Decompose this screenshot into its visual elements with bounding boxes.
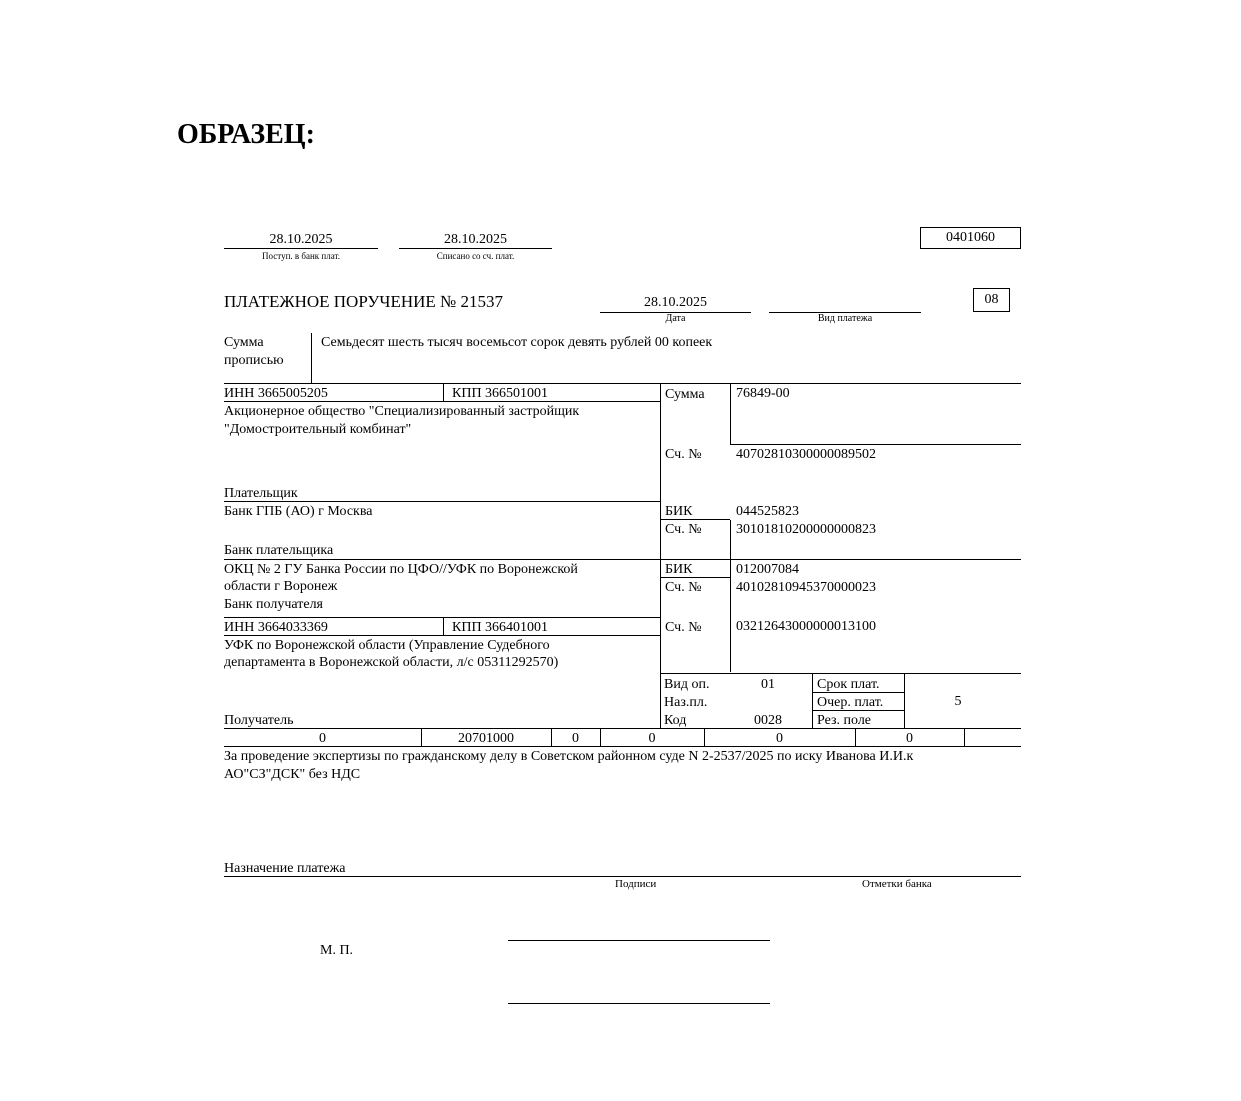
recipient-name-2: департамента в Воронежской области, л/с 05311292570) bbox=[224, 655, 559, 670]
payer-bank-account-label: Сч. № bbox=[665, 522, 702, 537]
payment-type-label: Вид платежа bbox=[817, 313, 873, 324]
grid-line bbox=[224, 728, 1021, 729]
recipient-account: 03212643000000013100 bbox=[736, 619, 876, 634]
debited-date: 28.10.2025 bbox=[444, 232, 507, 247]
grid-line bbox=[224, 876, 1021, 877]
order-title: ПЛАТЕЖНОЕ ПОРУЧЕНИЕ № 21537 bbox=[224, 292, 503, 311]
sum-label: Сумма bbox=[665, 387, 705, 402]
amount-words-divider bbox=[311, 333, 312, 383]
tax-field: 0 bbox=[776, 731, 783, 746]
received-date: 28.10.2025 bbox=[269, 232, 333, 247]
grid-line bbox=[443, 617, 444, 635]
amount-in-words: Семьдесят шесть тысяч восемьсот сорок девять рублей 00 копеек bbox=[321, 335, 713, 350]
signature-line bbox=[508, 1003, 770, 1004]
payer-name-2: "Домостроительный комбинат" bbox=[224, 422, 412, 437]
term-label: Срок плат. bbox=[817, 677, 880, 692]
payer-name: Акционерное общество "Специализированный застройщик bbox=[224, 404, 580, 419]
payment-purpose: За проведение экспертизы по гражданскому делу в Советском районном суде N 2-2537/2025 по иску Иванова И.И.к bbox=[224, 749, 914, 764]
recipient-kpp: КПП 366401001 bbox=[452, 620, 549, 635]
received-date-label: Поступ. в банк плат. bbox=[262, 251, 340, 261]
tax-field: 0 bbox=[319, 731, 326, 746]
tax-field: 0 bbox=[648, 731, 656, 746]
recipient-bank-bik-label: БИК bbox=[665, 562, 693, 577]
recipient-name: УФК по Воронежской области (Управление Судебного bbox=[224, 638, 550, 653]
priority-label: Очер. плат. bbox=[817, 695, 884, 710]
purpose-code-label: Наз.пл. bbox=[664, 695, 708, 710]
bank-marks-label: Отметки банка bbox=[862, 878, 932, 890]
grid-line bbox=[730, 520, 731, 672]
payer-status-code: 08 bbox=[973, 288, 1010, 312]
payer-label: Плательщик bbox=[224, 486, 298, 501]
priority-value: 5 bbox=[954, 694, 962, 709]
recipient-bank-name: ОКЦ № 2 ГУ Банка России по ЦФО//УФК по Воронежской bbox=[224, 562, 578, 577]
debited-date-line bbox=[399, 248, 552, 249]
recipient-bank-account-label: Сч. № bbox=[665, 580, 702, 595]
signatures-label: Подписи bbox=[615, 878, 657, 890]
payer-account-label: Сч. № bbox=[665, 447, 702, 462]
op-type-label: Вид оп. bbox=[664, 677, 710, 692]
payer-bank-account: 30101810200000000823 bbox=[736, 522, 876, 537]
grid-line bbox=[730, 444, 1021, 445]
recipient-account-label: Сч. № bbox=[665, 620, 702, 635]
tax-field: 0 bbox=[572, 731, 579, 746]
order-date: 28.10.2025 bbox=[644, 295, 707, 310]
payment-purpose-label: Назначение платежа bbox=[224, 861, 346, 876]
grid-line bbox=[812, 673, 813, 728]
grid-line bbox=[224, 617, 660, 618]
code-value: 0028 bbox=[754, 713, 782, 728]
amount-words-label: Сумма bbox=[224, 335, 264, 350]
grid-line bbox=[443, 383, 444, 401]
sum-value: 76849-00 bbox=[736, 386, 790, 401]
recipient-bank-bik: 012007084 bbox=[736, 562, 799, 577]
op-type: 01 bbox=[761, 677, 775, 692]
grid-line bbox=[730, 383, 731, 445]
payer-account: 40702810300000089502 bbox=[736, 447, 876, 462]
payer-bank-bik: 044525823 bbox=[736, 504, 799, 519]
recipient-bank-name-2: области г Воронеж bbox=[224, 579, 338, 594]
recipient-bank-account: 40102810945370000023 bbox=[736, 580, 876, 595]
payer-bank-label: Банк плательщика bbox=[224, 543, 334, 558]
grid-line bbox=[224, 559, 1021, 560]
recipient-inn: ИНН 3664033369 bbox=[224, 620, 328, 635]
form-code: 0401060 bbox=[920, 227, 1021, 249]
payer-bank-bik-label: БИК bbox=[665, 504, 693, 519]
sample-heading: ОБРАЗЕЦ: bbox=[177, 119, 315, 150]
payer-inn: ИНН 3665005205 bbox=[224, 386, 328, 401]
debited-date-label: Списано со сч. плат. bbox=[436, 251, 515, 261]
stamp-label: М. П. bbox=[320, 943, 354, 958]
received-date-line bbox=[224, 248, 378, 249]
reserve-label: Рез. поле bbox=[817, 713, 872, 728]
tax-field: 20701000 bbox=[458, 731, 514, 746]
grid-line bbox=[964, 728, 965, 746]
grid-line bbox=[660, 673, 1021, 674]
amount-words-label-2: прописью bbox=[224, 353, 284, 368]
order-date-label: Дата bbox=[665, 313, 686, 324]
payer-bank-name: Банк ГПБ (АО) г Москва bbox=[224, 504, 373, 519]
grid-line bbox=[224, 383, 1021, 384]
tax-field: 0 bbox=[906, 731, 913, 746]
recipient-bank-label: Банк получателя bbox=[224, 597, 323, 612]
code-label: Код bbox=[664, 713, 687, 728]
payer-kpp: КПП 366501001 bbox=[452, 386, 549, 401]
payment-purpose-2: АО"СЗ"ДСК" без НДС bbox=[224, 767, 361, 782]
signature-line bbox=[508, 940, 770, 941]
grid-line bbox=[660, 383, 661, 728]
recipient-label: Получатель bbox=[224, 713, 294, 728]
